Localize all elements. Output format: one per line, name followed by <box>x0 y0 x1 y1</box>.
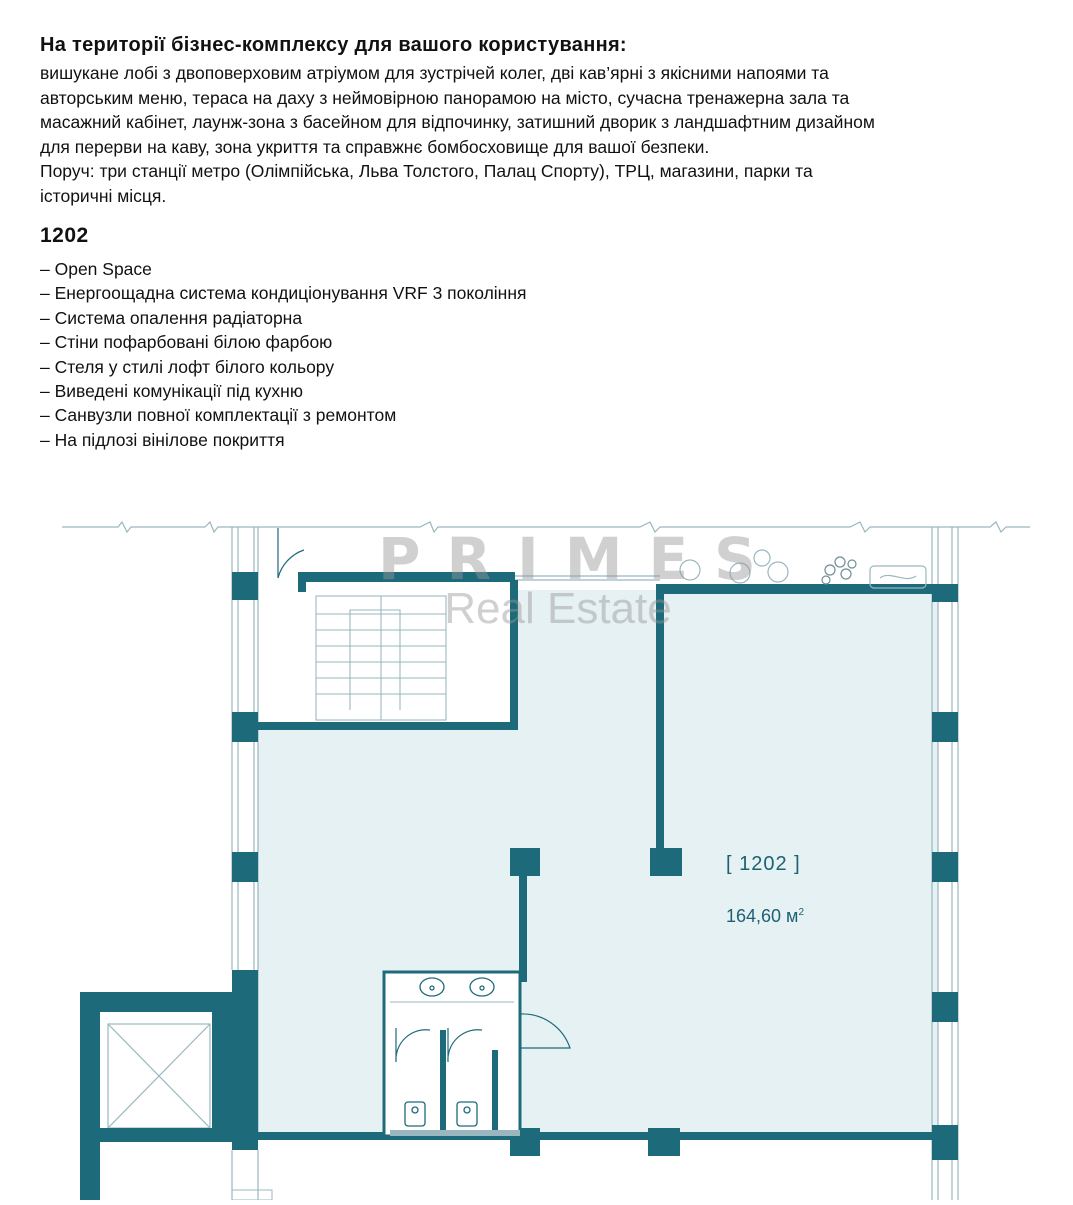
watermark <box>378 525 782 633</box>
elevator-shaft <box>108 1024 210 1128</box>
intro-line: вишукане лобі з двоповерховим атріумом для зустрічей колег, дві кав’ярні з якісними напоями та <box>40 63 829 83</box>
intro-section <box>40 34 1050 208</box>
unit-label: [ 1202 ] <box>726 853 801 875</box>
intro-line: Поруч: три станції метро (Олімпійська, Льва Толстого, Палац Спорту), ТРЦ, магазини, парки та <box>40 161 813 181</box>
area-unit-superscript: 2 <box>798 907 804 918</box>
intro-line: авторським меню, тераса на даху з неймовірною панорамою на місто, сучасна тренажерна зала та <box>40 87 850 108</box>
feature-item: – Енергоощадна система кондиціонування VRF 3 покоління <box>40 283 527 304</box>
intro-heading: На території бізнес-комплексу для вашого користування: <box>40 34 627 56</box>
area-value: 164,60 м <box>726 906 799 926</box>
feature-item: – Санвузли повної комплектації з ремонтом <box>40 405 397 426</box>
feature-item: – На підлозі вінілове покриття <box>40 429 285 450</box>
unit-number: 1202 <box>40 224 89 247</box>
watermark-logo: PRIMES <box>378 525 782 593</box>
feature-item: – Виведені комунікації під кухню <box>40 381 303 402</box>
intro-line: для перерви на каву, зона укриття та справжнє бомбосховище для вашої безпеки. <box>40 136 710 157</box>
office-floor-area <box>258 590 938 1140</box>
feature-item: – Система опалення радіаторна <box>40 307 303 328</box>
feature-list <box>40 257 526 452</box>
watermark-subtitle: Real Estate <box>444 584 672 633</box>
area-label <box>726 906 804 927</box>
feature-item: – Стіни пофарбовані білою фарбою <box>40 332 333 353</box>
feature-item: – Open Space <box>40 259 152 279</box>
intro-line: масажний кабінет, лаунж-зона з басейном для відпочинку, затишний дворик з ландшафтним дизайном <box>40 112 875 132</box>
bottom-detail <box>232 1190 272 1200</box>
feature-item: – Стеля у стилі лофт білого кольору <box>40 356 335 377</box>
plant-icon <box>822 557 856 584</box>
intro-line: історичні місця. <box>40 185 167 206</box>
floor-plan <box>0 500 1073 1200</box>
